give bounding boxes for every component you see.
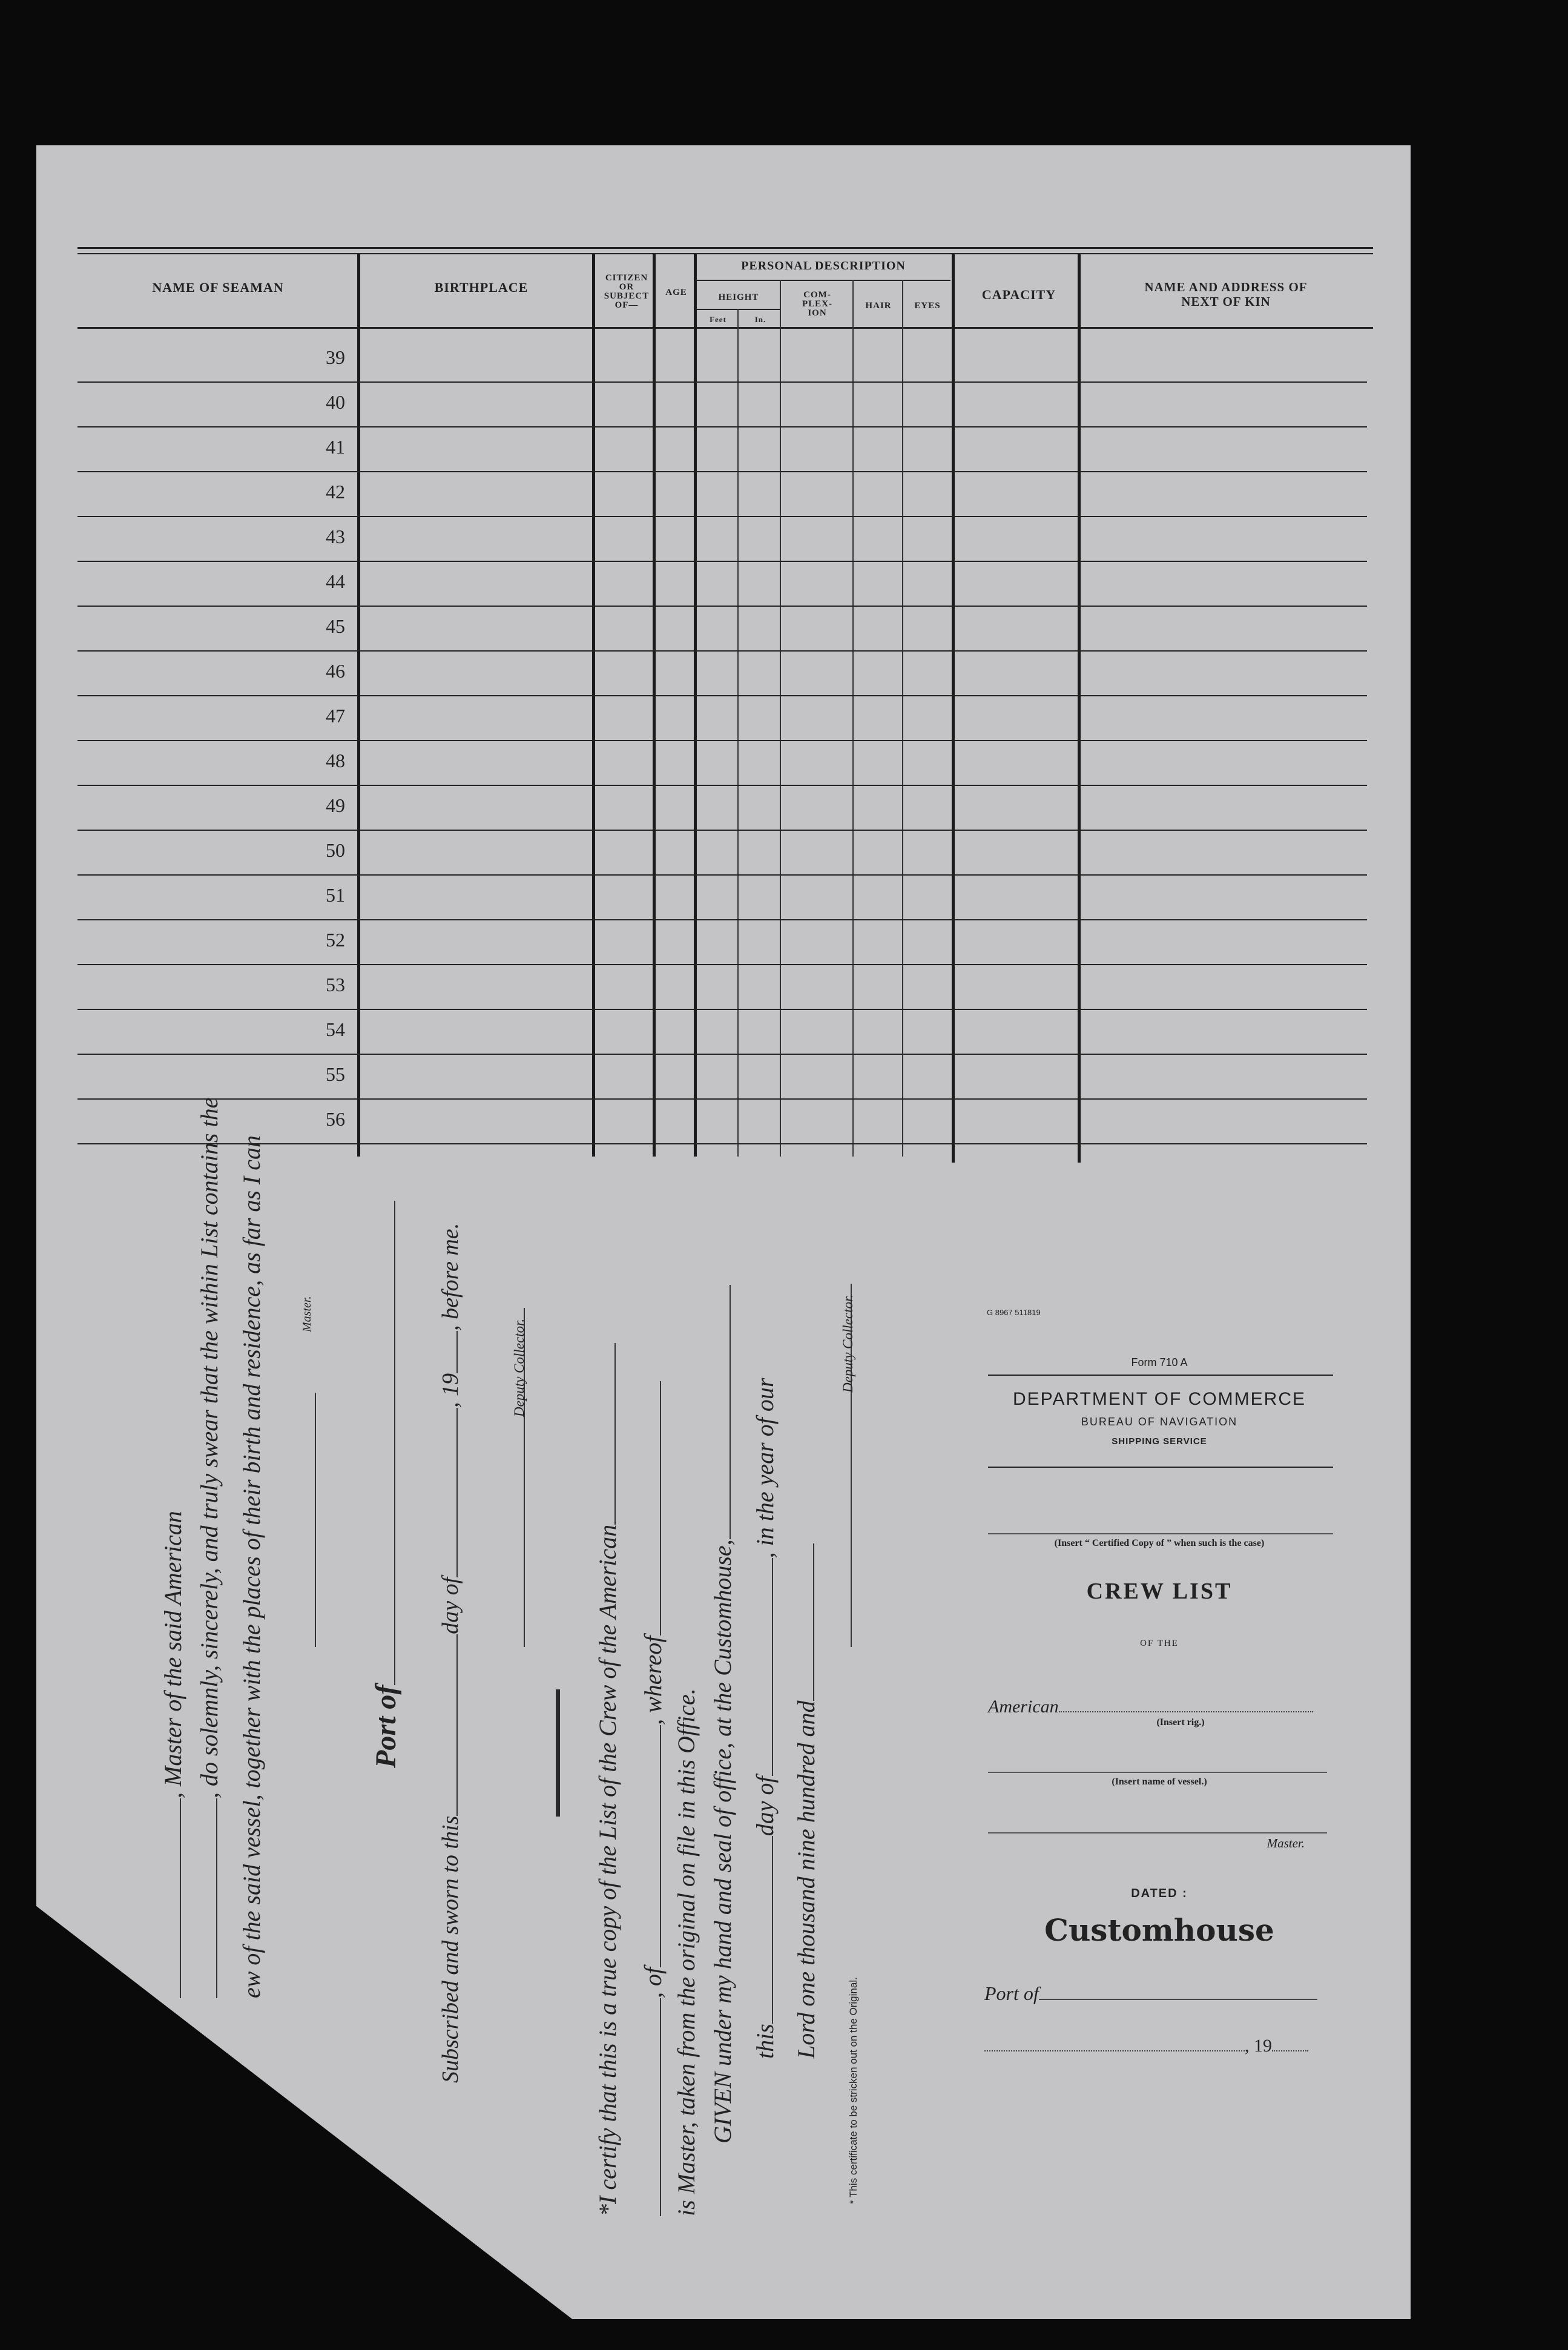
header-name-of-seaman: NAME OF SEAMAN bbox=[152, 280, 284, 295]
row-number: 42 bbox=[326, 481, 345, 503]
separator-mark bbox=[556, 1689, 560, 1817]
header-complexion: COM- PLEX- ION bbox=[802, 290, 832, 318]
cover-date-line: , 19 bbox=[984, 2036, 1323, 2056]
column-divider bbox=[1078, 254, 1081, 1163]
row-number: 53 bbox=[326, 974, 345, 995]
service-title: SHIPPING SERVICE bbox=[1112, 1436, 1207, 1447]
header-inches: In. bbox=[754, 315, 766, 324]
row-rule bbox=[77, 516, 1367, 517]
dated-label: DATED : bbox=[1131, 1887, 1188, 1900]
customhouse-title: Customhouse bbox=[1044, 1912, 1274, 1948]
column-divider bbox=[694, 254, 697, 1157]
column-divider bbox=[737, 309, 739, 1157]
row-number: 41 bbox=[326, 436, 345, 458]
row-number: 44 bbox=[326, 570, 345, 592]
department-title: DEPARTMENT OF COMMERCE bbox=[1012, 1389, 1306, 1409]
row-rule bbox=[77, 606, 1367, 607]
row-number: 51 bbox=[326, 884, 345, 906]
certificate-footnote: * This certificate to be stricken out on the Original. bbox=[848, 1977, 859, 2204]
certificate-this-day-line: thisday of, in the year of our bbox=[751, 1378, 779, 2059]
row-number: 48 bbox=[326, 750, 345, 771]
row-number: 56 bbox=[326, 1108, 345, 1130]
deputy-collector-label-1: Deputy Collector. bbox=[512, 1318, 527, 1417]
table-top-rule-2 bbox=[77, 253, 1373, 254]
row-rule bbox=[77, 874, 1367, 876]
row-number: 40 bbox=[326, 391, 345, 413]
column-divider bbox=[902, 280, 903, 1157]
row-rule bbox=[77, 695, 1367, 696]
row-rule bbox=[77, 381, 1367, 383]
row-rule bbox=[77, 426, 1367, 427]
subscribed-line: Subscribed and sworn to thisday of, 19, before me. bbox=[438, 1223, 463, 2083]
column-divider bbox=[357, 254, 360, 1157]
oath-line-3: ew of the said vessel, together with the places of their birth and residence, as far as I can bbox=[238, 1135, 265, 1998]
certified-copy-line bbox=[988, 1533, 1333, 1534]
header-eyes: EYES bbox=[914, 301, 941, 311]
row-rule bbox=[77, 1054, 1367, 1055]
header-capacity: CAPACITY bbox=[981, 287, 1056, 302]
certificate-line-2: , of, whereof bbox=[639, 1381, 667, 2216]
row-number: 45 bbox=[326, 615, 345, 637]
cover-rule-2 bbox=[988, 1467, 1333, 1468]
row-rule bbox=[77, 561, 1367, 562]
certificate-line-1: *I certify that this is a true copy of the List of the Crew of the American bbox=[593, 1343, 622, 2216]
master-signature-line bbox=[294, 1393, 322, 1647]
header-hair: HAIR bbox=[865, 301, 892, 311]
row-rule bbox=[77, 830, 1367, 831]
row-number: 49 bbox=[326, 794, 345, 816]
row-number: 46 bbox=[326, 660, 345, 682]
row-rule bbox=[77, 785, 1367, 786]
header-age: AGE bbox=[665, 288, 687, 297]
row-rule bbox=[77, 1098, 1367, 1100]
header-citizen: CITIZEN OR SUBJECT OF— bbox=[604, 273, 650, 310]
table-top-rule bbox=[77, 247, 1373, 249]
row-rule bbox=[77, 650, 1367, 652]
certificate-line-3: is Master, taken from the original on file in this Office. bbox=[673, 1688, 700, 2216]
vessel-name-line bbox=[988, 1772, 1327, 1773]
row-number: 54 bbox=[326, 1018, 345, 1040]
american-line: American bbox=[988, 1697, 1327, 1717]
column-divider bbox=[780, 280, 781, 1157]
of-the-label: OF THE bbox=[1140, 1639, 1179, 1648]
port-of-line: Port of bbox=[369, 1201, 403, 1768]
insert-certified-note: (Insert “ Certified Copy of ” when such is the case) bbox=[1054, 1538, 1265, 1548]
oath-line-1: , Master of the said American bbox=[159, 1511, 187, 1998]
header-bottom-rule bbox=[77, 327, 1373, 329]
personal-description-rule bbox=[696, 280, 950, 281]
row-rule bbox=[77, 919, 1367, 920]
header-height: HEIGHT bbox=[718, 292, 759, 302]
master-name-line bbox=[988, 1832, 1327, 1833]
row-number: 52 bbox=[326, 929, 345, 951]
header-feet: Feet bbox=[710, 315, 726, 324]
print-code: G 8967 511819 bbox=[987, 1308, 1041, 1317]
header-next-of-kin: NAME AND ADDRESS OF NEXT OF KIN bbox=[1144, 280, 1308, 309]
row-number: 43 bbox=[326, 526, 345, 547]
oath-line-2: , do solemnly, sincerely, and truly swear that the within List contains the bbox=[195, 1098, 223, 1998]
bureau-title: BUREAU OF NAVIGATION bbox=[1081, 1416, 1238, 1428]
height-rule bbox=[696, 309, 781, 310]
row-number: 50 bbox=[326, 839, 345, 861]
row-number: 47 bbox=[326, 705, 345, 727]
column-divider bbox=[592, 254, 595, 1157]
insert-rig-note: (Insert rig.) bbox=[1156, 1717, 1205, 1728]
row-rule bbox=[77, 471, 1367, 472]
cover-top-rule bbox=[988, 1375, 1333, 1376]
column-divider bbox=[852, 280, 854, 1157]
certificate-given-line: GIVEN under my hand and seal of office, at the Customhouse, bbox=[708, 1285, 737, 2144]
insert-name-note: (Insert name of vessel.) bbox=[1112, 1777, 1207, 1787]
row-rule bbox=[77, 1009, 1367, 1010]
deputy-collector-label-2: Deputy Collector. bbox=[840, 1294, 855, 1393]
column-divider bbox=[653, 254, 656, 1157]
column-divider bbox=[952, 254, 955, 1163]
row-rule bbox=[77, 740, 1367, 741]
header-birthplace: BIRTHPLACE bbox=[434, 280, 529, 295]
crew-list-title: CREW LIST bbox=[1086, 1579, 1233, 1604]
row-number: 39 bbox=[326, 346, 345, 368]
cover-master-label: Master. bbox=[1267, 1836, 1305, 1850]
certificate-lord-line: Lord one thousand nine hundred and bbox=[792, 1543, 820, 2059]
form-number: Form 710 A bbox=[1131, 1356, 1188, 1368]
row-rule bbox=[77, 964, 1367, 965]
row-number: 55 bbox=[326, 1063, 345, 1085]
header-personal-description: PERSONAL DESCRIPTION bbox=[741, 259, 906, 272]
row-rule bbox=[77, 1143, 1367, 1144]
master-label: Master. bbox=[300, 1296, 314, 1332]
port-of-cover-line: Port of bbox=[984, 1982, 1323, 2005]
